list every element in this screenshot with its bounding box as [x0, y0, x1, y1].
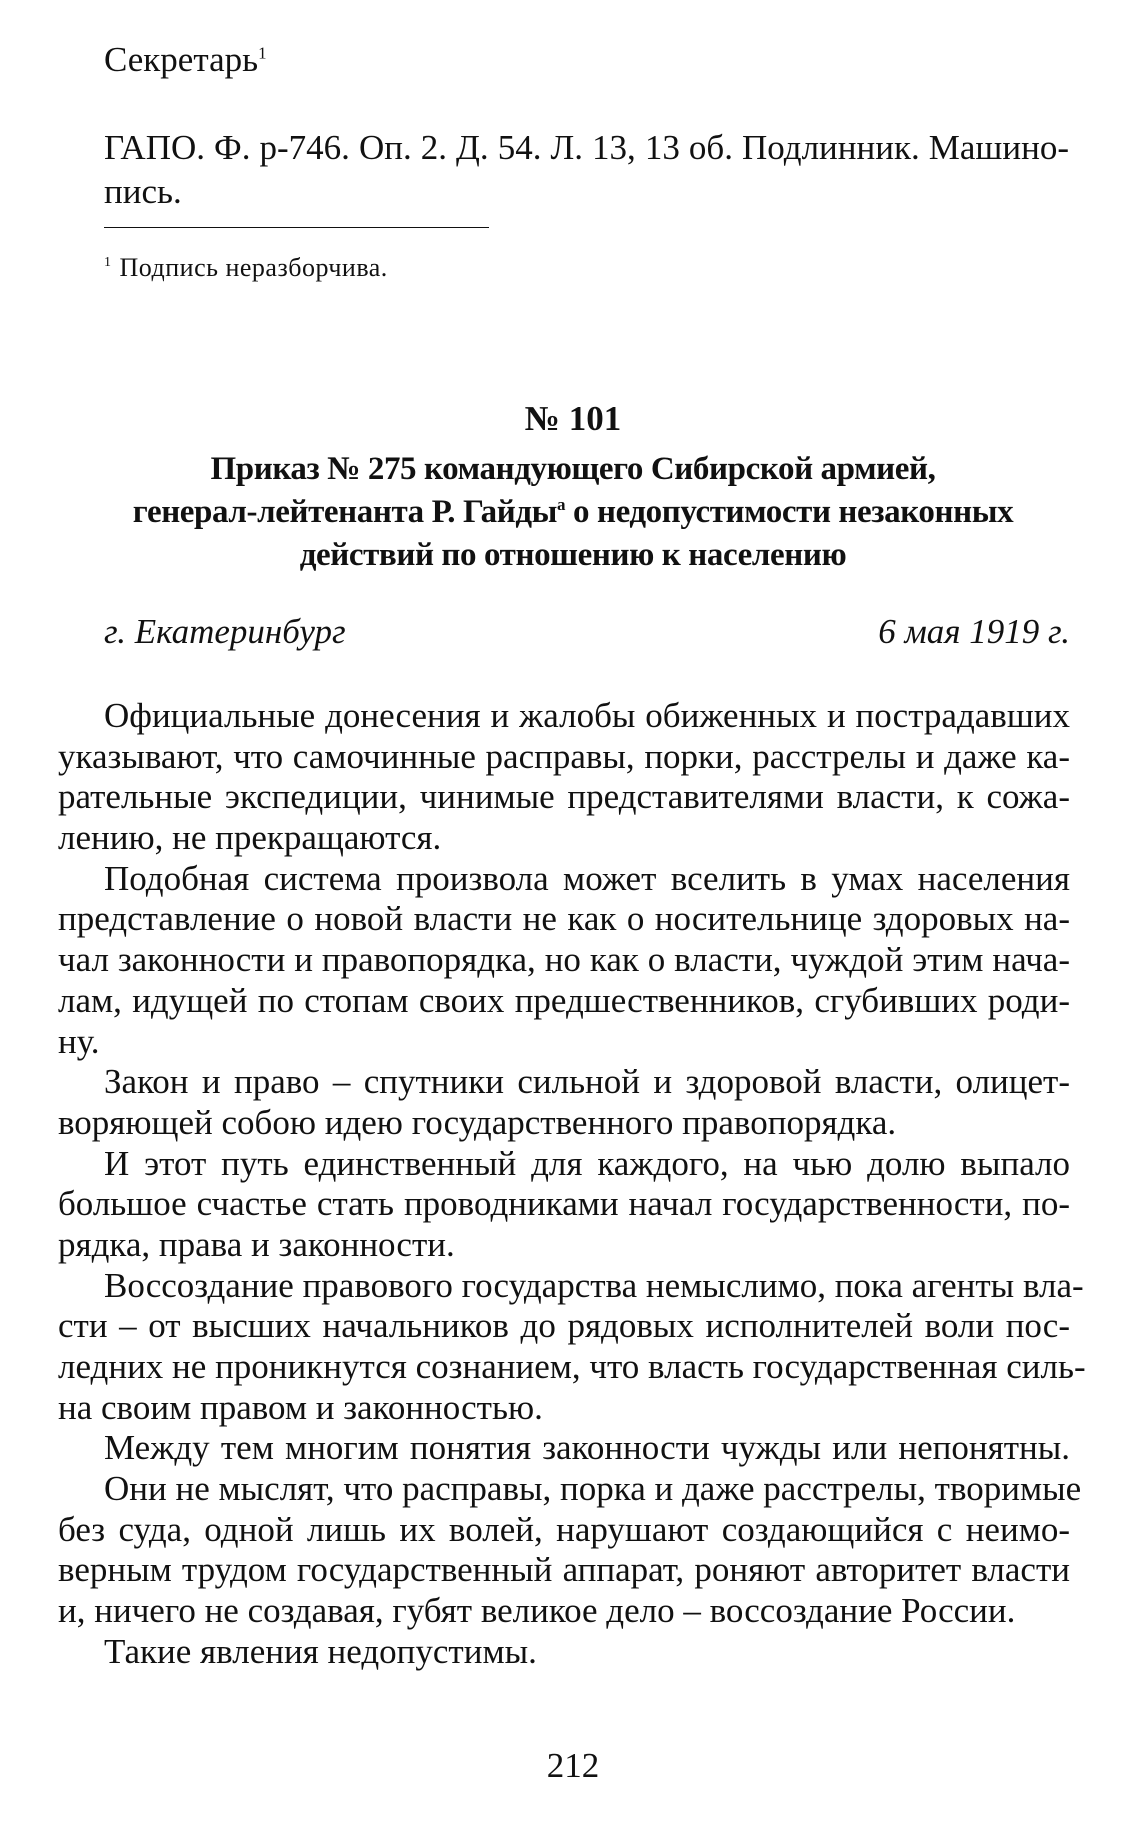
body-line: лам, идущей по стопам своих предшественников, сгубивших роди- — [58, 980, 1070, 1020]
body-line: воряющей собою идею государственного правопорядка. — [58, 1102, 897, 1142]
footnote-text: Подпись неразборчива. — [119, 253, 388, 282]
signature-label: Секретарь — [104, 40, 259, 79]
document-date: 6 мая 1919 г. — [878, 612, 1070, 651]
footnote-marker: 1 — [258, 43, 267, 63]
body-line: Подобная система произвола может вселить в умах населения — [104, 858, 1070, 898]
footnote-divider — [104, 227, 489, 228]
body-line: и, ничего не создавая, губят великое дело – воссоздание России. — [58, 1591, 1016, 1631]
archival-source: ГАПО. Ф. р-746. Оп. 2. Д. 54. Л. 13, 13 об. Подлинник. Машино-пись. — [104, 128, 1069, 211]
body-line: без суда, одной лишь их волей, нарушают создающийся с неимо- — [58, 1509, 1070, 1549]
body-line: Такие явления недопустимы. — [104, 1631, 537, 1671]
body-line: И этот путь единственный для каждого, на чью долю выпало — [104, 1143, 1070, 1183]
body-line: ледних не проникнутся сознанием, что власть государственная силь- — [58, 1347, 1086, 1386]
body-line: Между тем многим понятия законности чужды или непонятны. — [104, 1428, 1070, 1468]
title-line: Приказ № 275 командующего Сибирской армией, — [210, 451, 936, 487]
body-line: Воссоздание правового государства немыслимо, пока агенты вла- — [104, 1265, 1084, 1305]
document-number: № 101 — [524, 399, 622, 438]
footnote-mark: 1 — [104, 255, 112, 271]
body-line: Они не мыслят, что расправы, порка и даже расстрелы, творимые — [104, 1469, 1082, 1509]
body-line: на своим правом и законностью. — [58, 1387, 543, 1427]
title-footnote-mark: а — [557, 495, 566, 514]
body-line: лению, не прекращаются. — [58, 818, 442, 858]
body-line: Официальные донесения и жалобы обиженных и пострадавших — [104, 696, 1070, 735]
body-line: представление о новой власти не как о носительнице здоровых на- — [58, 899, 1070, 939]
body-line: чал законности и правопорядка, но как о власти, чуждой этим нача- — [58, 940, 1070, 980]
body-line: рательные экспедиции, чинимые представителями власти, к сожа- — [58, 777, 1070, 817]
signature-line — [104, 40, 267, 80]
footnote — [104, 252, 388, 284]
title-line: генерал-лейтенанта Р. Гайды$^а$ о недопустимости незаконных — [132, 494, 1014, 530]
body-line: верным трудом государственный аппарат, роняют авторитет власти — [58, 1550, 1070, 1590]
body-line: сти – от высших начальников до рядовых исполнителей воли пос- — [58, 1306, 1070, 1346]
document-place: г. Екатеринбург — [104, 612, 346, 651]
body-line: большое счастье стать проводниками начал государственности, по- — [58, 1184, 1070, 1224]
title-line: действий по отношению к населению — [299, 537, 847, 573]
page-number: 212 — [546, 1746, 600, 1785]
body-line: указывают, что самочинные расправы, порки, расстрелы и даже ка- — [58, 736, 1070, 776]
body-line: Закон и право – спутники сильной и здоровой власти, олицет- — [104, 1062, 1070, 1102]
body-line: ну. — [58, 1021, 100, 1061]
document-title — [60, 448, 1086, 577]
document-body — [58, 696, 1086, 1673]
body-line: рядка, права и законности. — [58, 1224, 455, 1264]
